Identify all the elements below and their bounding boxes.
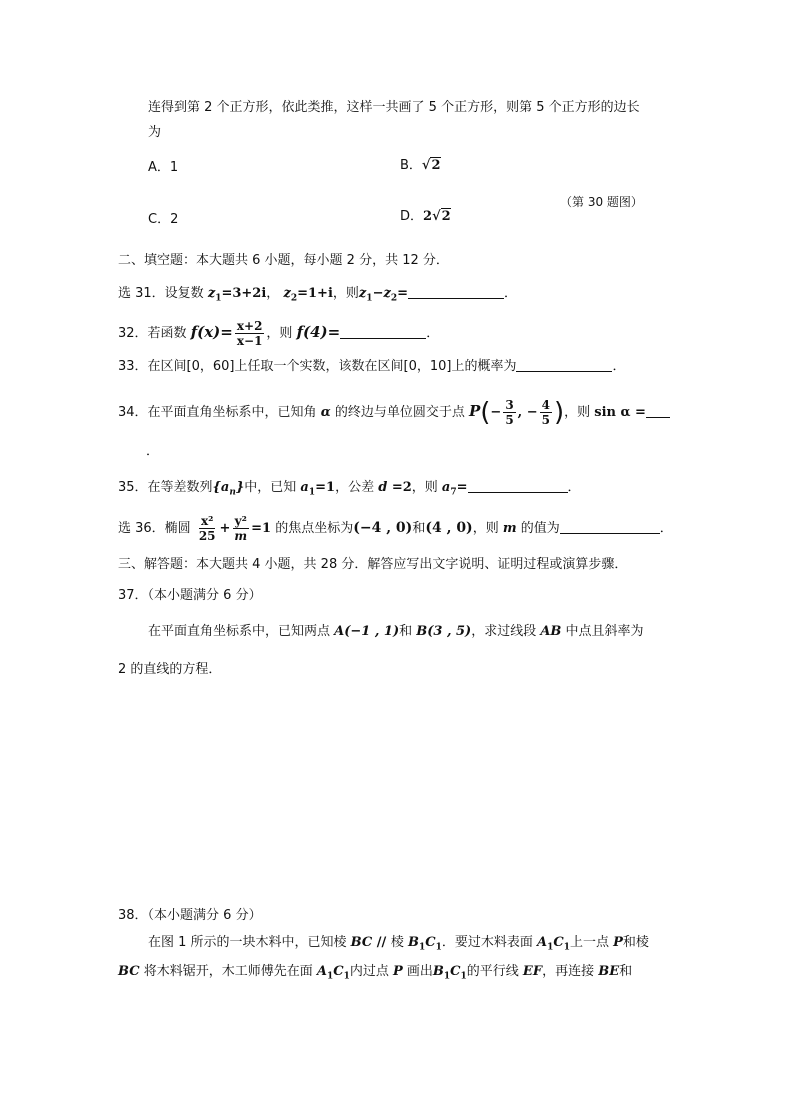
q35-mid1: 中，已知 — [244, 480, 301, 495]
q31-expr-b-sub: 2 — [390, 293, 398, 304]
sqrt-symbol: √2 — [432, 209, 451, 224]
q37-mid: ，求过线段 — [471, 624, 541, 639]
q38-c1-sub: 1 — [435, 942, 442, 953]
q32-f4: f(4)= — [296, 323, 341, 341]
sqrt-symbol: √2 — [421, 158, 441, 173]
q38-l2-c1: C — [333, 964, 344, 979]
q30-option-b-label: B． — [400, 158, 422, 173]
q35-d: d — [378, 480, 388, 495]
q30-line2: 为 — [148, 125, 162, 140]
q36-tail: 的值为 — [516, 521, 560, 536]
q31-expr-op: − — [372, 286, 384, 301]
q32-mid: ，则 — [266, 326, 297, 341]
q34-alpha: α — [320, 405, 331, 420]
q34-den-1: 5 — [505, 413, 514, 427]
q38-l2-c1b: C — [450, 964, 461, 979]
q38-b1-sub: 1 — [418, 942, 426, 953]
q37-title: 37．（本小题满分 6 分） — [118, 588, 262, 603]
q38-b1: B — [407, 935, 419, 950]
q36-end: ． — [659, 521, 673, 536]
q38-title: 38．（本小题满分 6 分） — [118, 908, 262, 923]
answer-blank[interactable] — [340, 326, 426, 339]
q36-fraction-2 — [232, 514, 249, 543]
q30-option-d-radicand: 2 — [441, 209, 451, 224]
q38-line-be: BE — [598, 964, 620, 979]
q35-end: ． — [567, 480, 581, 495]
answer-blank[interactable] — [516, 359, 612, 372]
q37-prefix: 在平面直角坐标系中，已知两点 — [148, 624, 335, 639]
q35-a1: a — [300, 480, 309, 495]
q33-text: 33．在区间[0，60]上任取一个实数，该数在区间[0，10]上的概率为 — [118, 359, 517, 374]
q30-option-a: A．1 — [148, 160, 179, 175]
q30-option-b-value: 2 — [431, 158, 441, 173]
q36-focus-2: (4 , 0) — [425, 520, 473, 536]
q38-l2-mid3: 画出 — [402, 964, 433, 979]
q38-edge-bc: BC — [350, 935, 373, 950]
q37-end: 中点且斜率为 — [561, 624, 644, 639]
q38-l1-end: 和棱 — [622, 935, 649, 950]
q31-z2-sub: 2 — [290, 293, 298, 304]
q34-num-2: 4 — [541, 398, 550, 412]
q37-segment-ab: AB — [540, 624, 562, 639]
q30-option-c: C．2 — [148, 212, 179, 227]
q35-mid3: ，则 — [411, 480, 442, 495]
q31-end: ． — [504, 286, 518, 301]
q34-mid: 的终边与单位圆交于点 — [330, 405, 469, 420]
q35-seq: {a — [212, 480, 230, 495]
q31-z2: z — [283, 286, 291, 301]
q36-mid2: ，则 — [472, 521, 503, 536]
q30-figure-caption: （第 30 题图） — [560, 195, 643, 209]
q38-l1-mid2: ．要过木料表面 — [441, 935, 537, 950]
q30-option-b — [400, 158, 441, 174]
q38-l2-mid5: ，再连接 — [542, 964, 599, 979]
q31-z1-sub: 1 — [215, 293, 222, 304]
q38-l1-mid: 棱 — [390, 935, 408, 950]
q35-a1-sub: 1 — [308, 487, 316, 498]
q30-option-d — [400, 209, 451, 225]
q36-mid: 的焦点坐标为 — [271, 521, 354, 536]
q34: 34．在平面直角坐标系中，已知角 α 的终边与单位圆交于点 P(− $\frac{3}{5}$ , − $\frac{4}{5}$ )，则 sin α = — [118, 394, 670, 428]
q36-m: m — [502, 521, 517, 536]
section-3-heading: 三、解答题：本大题共 4 小题，共 28 分．解答应写出文字说明、证明过程或演算步骤． — [118, 557, 628, 572]
q31-expr-eq: = — [397, 286, 409, 301]
q35-seq-sub: n — [229, 487, 236, 498]
q32 — [118, 316, 439, 348]
q37-line1 — [148, 624, 644, 640]
q32-function: f(x)= — [190, 323, 233, 341]
q34-den-2: 5 — [541, 413, 550, 427]
q36-den-2: m — [234, 529, 248, 543]
q31-mid: ，则 — [332, 286, 359, 301]
q35-mid2: ，公差 — [335, 480, 379, 495]
q36 — [118, 510, 673, 546]
q31-expr-a-sub: 1 — [366, 293, 373, 304]
q32-prefix: 32．若函数 — [118, 326, 191, 341]
q36-and: 和 — [412, 521, 426, 536]
q34-num-1: 3 — [505, 398, 514, 412]
answer-blank[interactable] — [646, 405, 670, 418]
q31-z1-value: =3+2i — [221, 286, 267, 301]
q38-l2-point-p: P — [392, 964, 403, 979]
q36-num-1: x² — [200, 514, 214, 528]
answer-blank[interactable] — [408, 286, 504, 299]
q38-l2-end: 和 — [619, 964, 633, 979]
q34-fraction-2 — [540, 398, 552, 427]
q35 — [118, 480, 581, 501]
q33-end: ． — [612, 359, 626, 374]
q31-expr-b: z — [383, 286, 391, 301]
q38-l1-prefix: 在图 1 所示的一块木料中，已知棱 — [148, 935, 351, 950]
q38-l2-b1: B — [432, 964, 444, 979]
q36-num-2: y² — [234, 514, 247, 528]
q36-eq: =1 — [251, 521, 272, 536]
q38-l2-a1-sub: 1 — [326, 971, 334, 982]
q38-l2-c1b-sub: 1 — [460, 971, 467, 982]
q34-point-p: P — [468, 402, 481, 420]
answer-blank[interactable] — [560, 521, 660, 534]
q35-a7: a — [441, 480, 451, 495]
q38-l2-a1: A — [316, 964, 327, 979]
q38-l2-mid: 将木料锯开，木工师傅先在面 — [139, 964, 317, 979]
q31-z1: z — [207, 286, 216, 301]
q36-prefix: 选 36．椭圆 — [118, 521, 195, 536]
q38-a1: A — [536, 935, 548, 950]
q38-l2-mid2: 内过点 — [349, 964, 393, 979]
q37-point-a: A(−1 , 1) — [334, 624, 400, 639]
section-2-heading: 二、填空题：本大题共 6 小题，每小题 2 分，共 12 分． — [118, 253, 449, 268]
q34-continuation: ． — [146, 444, 160, 459]
q34-right-paren: ) — [553, 397, 565, 428]
q38-c1b-sub: 1 — [563, 942, 570, 953]
q34-prefix: 34．在平面直角坐标系中，已知角 — [118, 405, 321, 420]
q38-l2-b1-sub: 1 — [443, 971, 451, 982]
q38-a1-sub: 1 — [547, 942, 554, 953]
q32-denominator: x−1 — [236, 334, 263, 348]
q38-line1 — [148, 935, 649, 956]
q38-l1-mid3: 上一点 — [569, 935, 614, 950]
q37-point-b: B(3 , 5) — [416, 624, 472, 639]
q35-a7-eq: = — [456, 480, 468, 495]
q31-sep: ， — [266, 286, 280, 301]
answer-blank[interactable] — [468, 480, 568, 493]
q36-focus-1: (−4 , 0) — [353, 520, 413, 536]
q34-after: ，则 — [564, 405, 595, 420]
q34-sin-alpha: sin α = — [594, 405, 646, 420]
q30-line1: 连得到第 2 个正方形，依此类推，这样一共画了 5 个正方形，则第 5 个正方形的边长 — [148, 100, 640, 115]
q35-prefix: 35．在等差数列 — [118, 480, 213, 495]
q38-l2-c1-sub: 1 — [343, 971, 350, 982]
q34-left-paren: ( — [480, 397, 491, 428]
q35-a7-sub: 7 — [450, 487, 457, 498]
q37-line2: 2 的直线的方程． — [118, 662, 222, 677]
q38-l2-mid4: 的平行线 — [466, 964, 523, 979]
q38-point-p: P — [613, 935, 623, 950]
q32-end: ． — [426, 326, 440, 341]
q34-fraction-1 — [503, 398, 515, 427]
q30-option-d-coef: 2 — [423, 209, 433, 224]
q31-expr-a: z — [358, 286, 367, 301]
q35-seq-close: } — [235, 480, 245, 495]
q35-d-value: =2 — [387, 480, 412, 495]
q31-prefix: 选 31．设复数 — [118, 286, 208, 301]
q31 — [118, 286, 517, 307]
q37-and: 和 — [399, 624, 417, 639]
q38-c1b: C — [553, 935, 564, 950]
q36-fraction-1 — [197, 514, 218, 543]
q38-line-ef: EF — [522, 964, 543, 979]
q38-c1: C — [425, 935, 436, 950]
q32-fraction — [235, 319, 265, 348]
q33 — [118, 359, 625, 375]
q31-z2-value: =1+i — [297, 286, 333, 301]
q38-l2-edge-bc: BC — [118, 964, 140, 979]
q38-line2 — [118, 964, 632, 985]
q30-option-d-label: D． — [400, 209, 424, 224]
q35-a1-value: =1 — [315, 480, 336, 495]
q38-parallel: // — [372, 935, 391, 950]
q36-plus: + — [219, 521, 231, 536]
q32-numerator: x+2 — [236, 319, 263, 333]
q36-den-1: 25 — [198, 529, 216, 543]
